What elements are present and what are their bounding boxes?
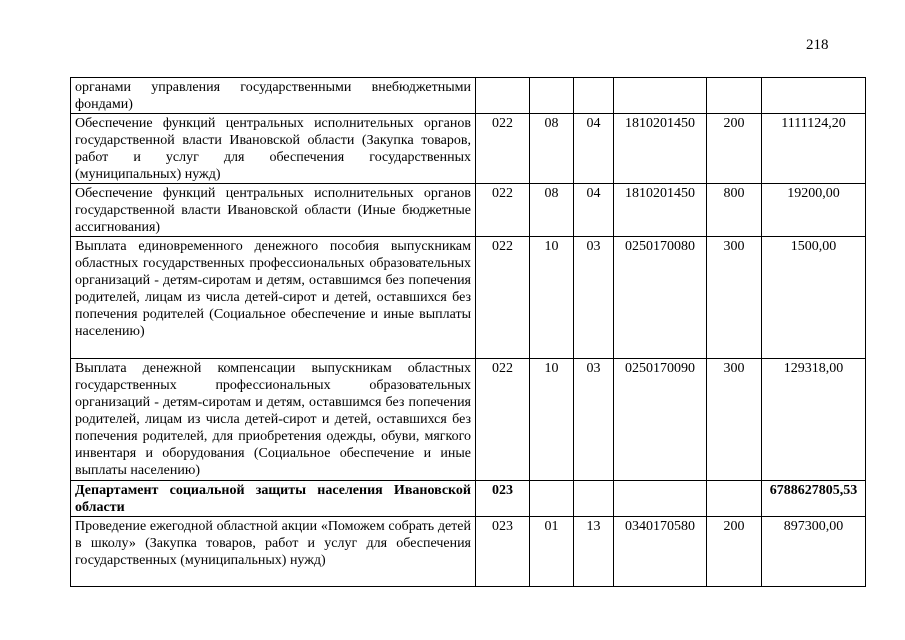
- table-row: [71, 78, 866, 114]
- row-vr: 300: [707, 359, 762, 481]
- row-description: органами управления государственными внебюджетными фондами): [71, 78, 476, 114]
- row-sum: 19200,00: [762, 184, 866, 237]
- row-rz: 08: [530, 184, 574, 237]
- row-description: Обеспечение функций центральных исполнительных органов государственной власти Ивановской области (Закупка товаров, работ и услуг для обеспечения государственных (муниципальных) нужд): [71, 114, 476, 184]
- row-description: Выплата единовременного денежного пособия выпускникам областных государственных профессиональных образовательных организаций - детям-сиротам и детям, оставшимся без попечения родителей, лицам из числа детей-сирот и детей, оставшихся без попечения родителей (Социальное обеспечение и иные выплаты населению): [71, 237, 476, 359]
- row-sum: 1500,00: [762, 237, 866, 359]
- row-pr: 04: [574, 114, 614, 184]
- row-gr: 022: [476, 359, 530, 481]
- row-pr: 13: [574, 517, 614, 587]
- row-gr: 023: [476, 517, 530, 587]
- budget-table-body: [71, 78, 866, 587]
- row-rz: 10: [530, 237, 574, 359]
- row-csr: [614, 481, 707, 517]
- row-vr: 200: [707, 114, 762, 184]
- row-gr: 022: [476, 114, 530, 184]
- row-vr: 200: [707, 517, 762, 587]
- row-sum: 1111124,20: [762, 114, 866, 184]
- row-pr: [574, 78, 614, 114]
- row-rz: [530, 481, 574, 517]
- row-gr: 022: [476, 184, 530, 237]
- table-row: [71, 517, 866, 587]
- row-sum: 897300,00: [762, 517, 866, 587]
- table-row: [71, 359, 866, 481]
- row-rz: [530, 78, 574, 114]
- row-description: Выплата денежной компенсации выпускникам областных государственных профессиональных образовательных организаций - детям-сиротам и детям, оставшимся без попечения родителей, лицам из числа детей-сирот и детей, оставшихся без попечения родителей, для приобретения одежды, обуви, мягкого инвентаря и оборудования (Социальное обеспечение и иные выплаты населению): [71, 359, 476, 481]
- row-vr: [707, 481, 762, 517]
- budget-table: [70, 77, 866, 587]
- row-gr: 023: [476, 481, 530, 517]
- row-csr: 1810201450: [614, 184, 707, 237]
- row-pr: 03: [574, 237, 614, 359]
- row-description: Обеспечение функций центральных исполнительных органов государственной власти Ивановской области (Иные бюджетные ассигнования): [71, 184, 476, 237]
- row-pr: 03: [574, 359, 614, 481]
- row-rz: 01: [530, 517, 574, 587]
- row-gr: [476, 78, 530, 114]
- table-row: [71, 481, 866, 517]
- row-csr: [614, 78, 707, 114]
- row-sum: 129318,00: [762, 359, 866, 481]
- page-number: 218: [806, 37, 829, 53]
- table-row: [71, 237, 866, 359]
- row-sum: 6788627805,53: [762, 481, 866, 517]
- row-csr: 0250170080: [614, 237, 707, 359]
- row-description: Проведение ежегодной областной акции «Поможем собрать детей в школу» (Закупка товаров, работ и услуг для обеспечения государственных (муниципальных) нужд): [71, 517, 476, 587]
- row-description: Департамент социальной защиты населения Ивановской области: [71, 481, 476, 517]
- table-row: [71, 184, 866, 237]
- row-csr: 0340170580: [614, 517, 707, 587]
- row-vr: 800: [707, 184, 762, 237]
- row-pr: [574, 481, 614, 517]
- row-csr: 1810201450: [614, 114, 707, 184]
- table-row: [71, 114, 866, 184]
- row-sum: [762, 78, 866, 114]
- row-gr: 022: [476, 237, 530, 359]
- row-vr: 300: [707, 237, 762, 359]
- row-csr: 0250170090: [614, 359, 707, 481]
- row-vr: [707, 78, 762, 114]
- row-rz: 08: [530, 114, 574, 184]
- row-pr: 04: [574, 184, 614, 237]
- row-rz: 10: [530, 359, 574, 481]
